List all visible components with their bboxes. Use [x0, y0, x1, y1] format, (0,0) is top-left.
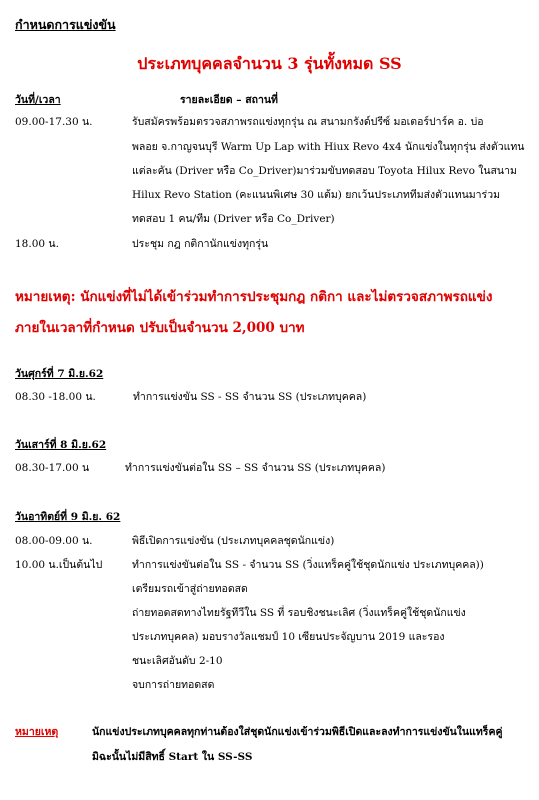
footer-note-label: หมายเหตุ: [15, 726, 59, 738]
footer-note-line: มิฉะนั้นไม่มีสิทธิ์ Start ใน SS-SS: [92, 751, 253, 763]
pre-event-detail-line: Hilux Revo Station (คะแนนพิเศษ 30 แต้ม) ยกเว้นประเภททีมส่งตัวแทนมาร่วม: [132, 189, 501, 201]
schedule-time: 10.00 น.เป็นต้นไป: [15, 559, 103, 571]
pre-event-detail-line: ประชุม กฎ กติกานักแข่งทุกรุ่น: [132, 238, 269, 250]
schedule-detail: ทำการแข่งขันต่อใน SS – SS จำนวน SS (ประเภทบุคคล): [125, 462, 386, 474]
schedule-time: 08.30 -18.00 น.: [15, 391, 96, 403]
pre-event-detail-line: พลอย จ.กาญจนบุรี Warm Up Lap with Hiux Revo 4x4 นักแข่งในทุกรุ่น ส่งตัวแทน: [132, 141, 525, 153]
footer-note-line: นักแข่งประเภทบุคคลทุกท่านต้องใส่ชุดนักแข่งเข้าร่วมพิธีเปิดและลงทำการแข่งขันในแทร็คคู่: [92, 726, 503, 738]
schedule-detail: ทำการแข่งขัน SS - SS จำนวน SS (ประเภทบุคคล): [133, 391, 367, 403]
header-detail: รายละเอียด – สถานที่: [180, 94, 278, 106]
schedule-time: 08.30-17.00 น: [15, 462, 90, 474]
pre-event-time: 18.00 น.: [15, 238, 59, 250]
headline: ประเภทบุคคลจำนวน 3 รุ่นทั้งหมด SS: [137, 54, 402, 73]
schedule-detail: ประเภทบุคคล) มอบรางวัลแชมป์ 10 เซียนประจัญบาน 2019 และรอง: [132, 631, 445, 643]
pre-event-time: 09.00-17.30 น.: [15, 116, 93, 128]
schedule-detail: ชนะเลิศอันดับ 2-10: [132, 655, 223, 667]
penalty-note-line: หมายเหตุ: นักแข่งที่ไม่ได้เข้าร่วมทำการประชุมกฎ กติกา และไม่ตรวจสภาพรถแข่ง: [15, 289, 493, 305]
schedule-detail: ทำการแข่งขันต่อใน SS - จำนวน SS (วิ่งแทร็คคู่ใช้ชุดนักแข่ง ประเภทบุคคล)): [132, 559, 484, 571]
penalty-note-line: ภายในเวลาที่กำหนด ปรับเป็นจำนวน 2,000 บาท: [15, 320, 305, 336]
header-time: วันที่/เวลา: [15, 94, 61, 106]
day-heading: วันเสาร์ที่ 8 มิ.ย.62: [15, 439, 107, 451]
section-title: กำหนดการแข่งขัน: [15, 17, 116, 32]
pre-event-detail-line: ทดสอบ 1 คน/ทีม (Driver หรือ Co_Driver): [132, 213, 335, 225]
schedule-detail: พิธีเปิดการแข่งขัน (ประเภทบุคคลชุดนักแข่ง): [132, 535, 335, 547]
schedule-detail: ถ่ายทอดสดทางไทยรัฐทีวีใน SS ที่ รอบชิงชนะเลิศ (วิ่งแทร็คคู่ใช้ชุดนักแข่ง: [132, 607, 466, 619]
day-heading: วันอาทิตย์ที่ 9 มิ.ย. 62: [15, 511, 121, 523]
schedule-detail: เตรียมรถเข้าสู่ถ่ายทอดสด: [132, 583, 248, 595]
pre-event-detail-line: รับสมัครพร้อมตรวจสภาพรถแข่งทุกรุ่น ณ สนามกรังด์ปรีซ์ มอเตอร์ปาร์ค อ. บ่อ: [132, 116, 484, 128]
pre-event-detail-line: แต่ละคัน (Driver หรือ Co_Driver)มาร่วมขับทดสอบ Toyota Hilux Revo ในสนาม: [132, 165, 517, 177]
day-heading: วันศุกร์ที่ 7 มิ.ย.62: [15, 368, 104, 380]
schedule-time: 08.00-09.00 น.: [15, 535, 93, 547]
schedule-detail: จบการถ่ายทอดสด: [132, 679, 215, 691]
